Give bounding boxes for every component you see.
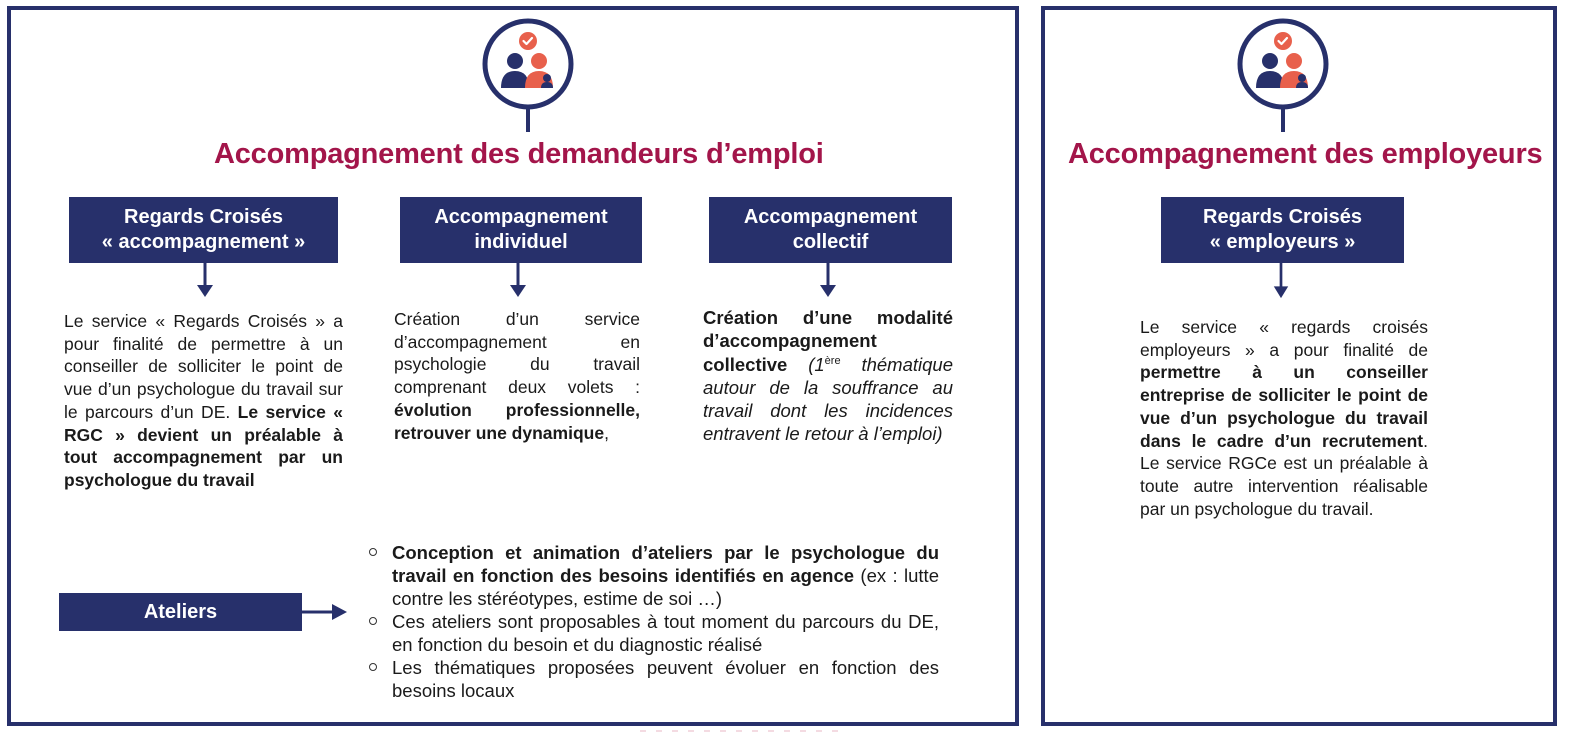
employers-title: Accompagnement des employeurs [1068,138,1543,170]
circle-bullet-icon [369,617,377,625]
cropped-footer-mark [640,729,840,733]
desc-italic: (1 [808,353,825,375]
box-label-line1: Regards Croisés [124,206,283,228]
box-label-line1: Accompagnement [434,206,608,228]
regards-croises-description [64,310,343,492]
people-support-icon [480,16,576,134]
arrow-down-icon [820,263,836,299]
bullet-emphasis: Conception et animation d’ateliers par le psychologue du travail en fonction des besoins identifiés en agence [392,542,939,586]
arrow-down-icon [510,263,526,299]
desc-text: Le service « Regards Croisés » a pour finalité de permettre à un conseiller de solliciter le point de vue d’un psychologue du travail sur le parcours d’un DE. [64,311,343,422]
accompagnement-individuel-description [394,308,640,444]
arrow-right-icon [302,602,348,622]
job-seekers-title: Accompagnement des demandeurs d’emploi [214,138,824,170]
bullet-text: Les thématiques proposées peuvent évoluer en fonction des besoins locaux [392,657,939,701]
bullet-text: (ex : lutte contre les stéréotypes, estime de soi …) [392,565,939,609]
list-item [369,610,939,656]
box-label-line2: « accompagnement » [101,231,306,253]
desc-text: Création d’un service d’accompagnement en psychologie du travail comprenant deux volets : [394,309,640,398]
regards-croises-employeurs-box [1161,197,1404,263]
desc-superscript: ère [824,354,841,367]
desc-text-end: , [604,422,609,443]
bullet-text: Ces ateliers sont proposables à tout moment du parcours du DE, en fonction du besoin et du diagnostic réalisé [392,611,939,655]
list-item [369,541,939,610]
box-label-line2: « employeurs » [1209,231,1356,253]
accompagnement-collectif-box [709,197,952,263]
regards-croises-employeurs-description [1140,316,1428,520]
circle-bullet-icon [369,663,377,671]
arrow-down-icon [197,263,213,299]
box-label-line2: collectif [792,231,869,253]
box-label-line1: Regards Croisés [1203,206,1362,228]
box-label-line1: Accompagnement [743,206,918,228]
ateliers-bullet-list [369,541,939,702]
regards-croises-accompagnement-box [69,197,338,263]
box-label-line2: individuel [474,231,568,253]
desc-emphasis: Le service « RGC » devient un préalable à tout accompagnement par un psychologue du travail [64,401,343,490]
accompagnement-collectif-description [703,306,953,446]
desc-emphasis: évolution professionnelle, retrouver une dynamique [394,399,640,443]
arrow-down-icon [1273,263,1289,299]
ateliers-box [59,593,302,631]
ateliers-label: Ateliers [143,600,218,623]
desc-text: Le service « regards croisés employeurs » a pour finalité de [1140,317,1428,360]
people-support-icon [1235,16,1331,134]
desc-emphasis: Création d’une modalité d’accompagnement collective [703,307,953,375]
desc-emphasis: permettre à un conseiller entreprise de solliciter le point de vue d’un psychologue du travail dans le cadre d’un recrutement [1140,362,1428,451]
desc-italic-end: thématique autour de la souffrance au travail dont les incidences entravent le retour à l’emploi) [703,353,953,445]
circle-bullet-icon [369,548,377,556]
desc-text-end: . Le service RGCe est un préalable à toute autre intervention réalisable par un psychologue du travail. [1140,430,1428,519]
accompagnement-individuel-box [400,197,642,263]
list-item [369,656,939,702]
